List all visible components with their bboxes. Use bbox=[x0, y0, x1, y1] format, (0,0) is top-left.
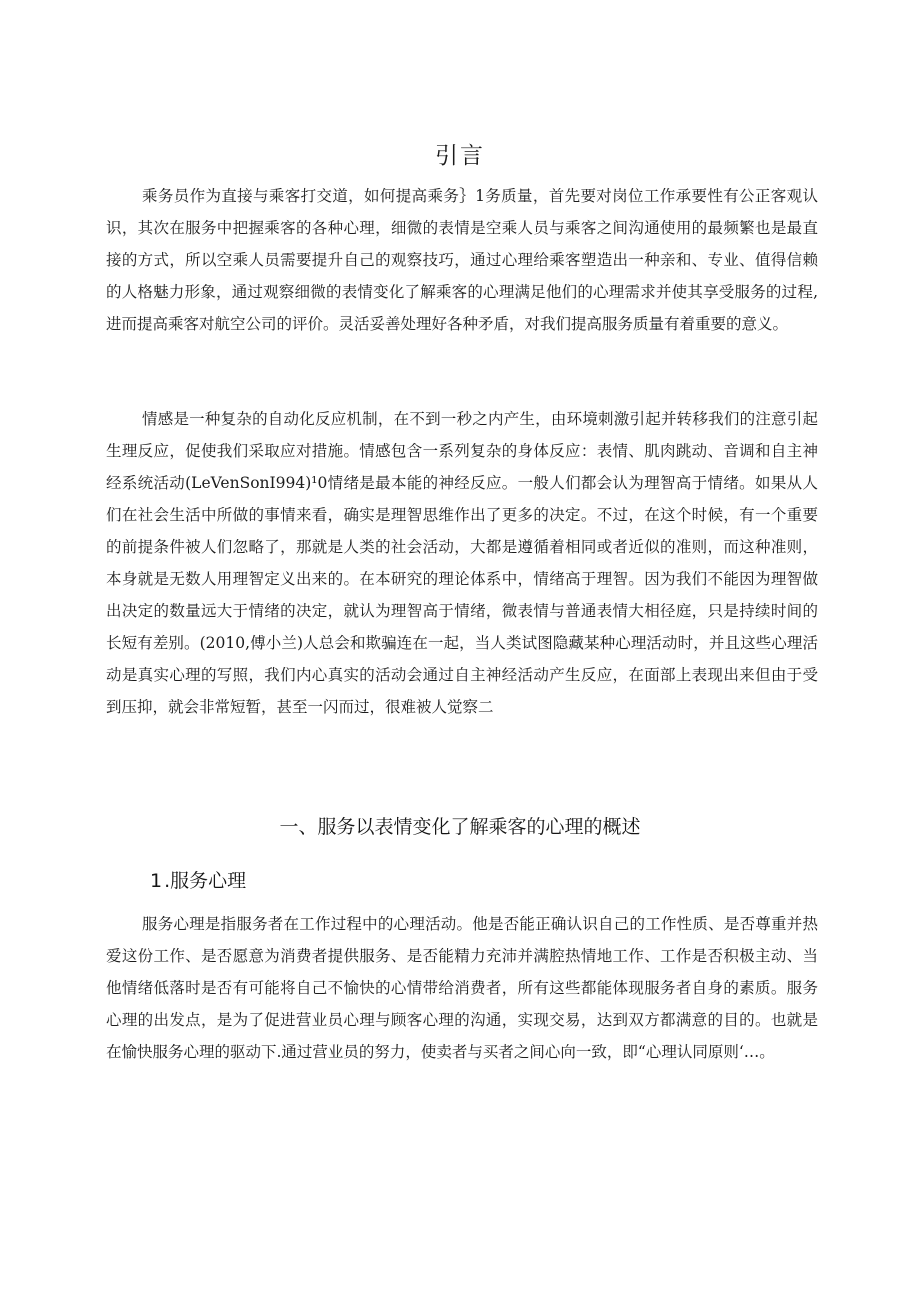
intro-title: 引言 bbox=[435, 143, 485, 169]
subsection-title: .服务心理 bbox=[164, 870, 247, 892]
service-psychology-paragraph: 服务心理是指服务者在工作过程中的心理活动。他是否能正确认识自己的工作性质、是否尊重并热爱这份工作、是否愿意为消费者提供服务、是否能精力充沛并满腔热情地工作、工作是否积极主动、当他情绪低落时是否有可能将自己不愉快的心情带给消费者，所有这些都能体现服务者自身的素质。服务心理的出发点，是为了促进营业员心理与顾客心理的沟通，实现交易，达到双方都满意的目的。也就是在愉快服务心理的驱动下.通过营业员的努力，使卖者与买者之间心向一致，即“心理认同原则‘…。 bbox=[106, 915, 818, 1061]
subsection-number: 1 bbox=[150, 870, 163, 892]
section-heading: 一、服务以表情变化了解乘客的心理的概述 bbox=[279, 816, 641, 838]
intro-paragraph-2: 情感是一种复杂的自动化反应机制，在不到一秒之内产生，由环境刺激引起并转移我们的注意引起生理反应，促使我们采取应对措施。情感包含一系列复杂的身体反应：表情、肌肉跳动、音调和自主神经系统活动(LeVenSonI994)¹0情绪是最本能的神经反应。一般人们都会认为理智高于情绪。如果从人们在社会生活中所做的事情来看，确实是理智思维作出了更多的决定。不过，在这个时候，有一个重要的前提条件被人们忽略了，那就是人类的社会活动，大都是遵循着相同或者近似的准则，而这种准则，本身就是无数人用理智定义出来的。在本研究的理论体系中，情绪高于理智。因为我们不能因为理智做出决定的数量远大于情绪的决定，就认为理智高于情绪，微表情与普通表情大相径庭，只是持续时间的长短有差别。(2010,傅小兰)人总会和欺骗连在一起，当人类试图隐藏某种心理活动时，并且这些心理活动是真实心理的写照，我们内心真实的活动会通过自主神经活动产生反应，在面部上表现出来但由于受到压抑，就会非常短暂，甚至一闪而过，很难被人觉察二 bbox=[106, 410, 818, 716]
subsection-heading bbox=[150, 866, 246, 896]
intro-paragraph-1: 乘务员作为直接与乘客打交道，如何提高乘务｝1务质量，首先要对岗位工作承要性有公正客观认识，其次在服务中把握乘客的各种心理，细微的表情是空乘人员与乘客之间沟通使用的最频繁也是最直接的方式，所以空乘人员需要提升自己的观察技巧，通过心理给乘客塑造出一种亲和、专业、值得信赖的人格魅力形象，通过观察细微的表情变化了解乘客的心理满足他们的心理需求并使其享受服务的过程,进而提高乘客对航空公司的评价。灵活妥善处理好各种矛盾，对我们提高服务质量有着重要的意义。 bbox=[106, 187, 818, 333]
